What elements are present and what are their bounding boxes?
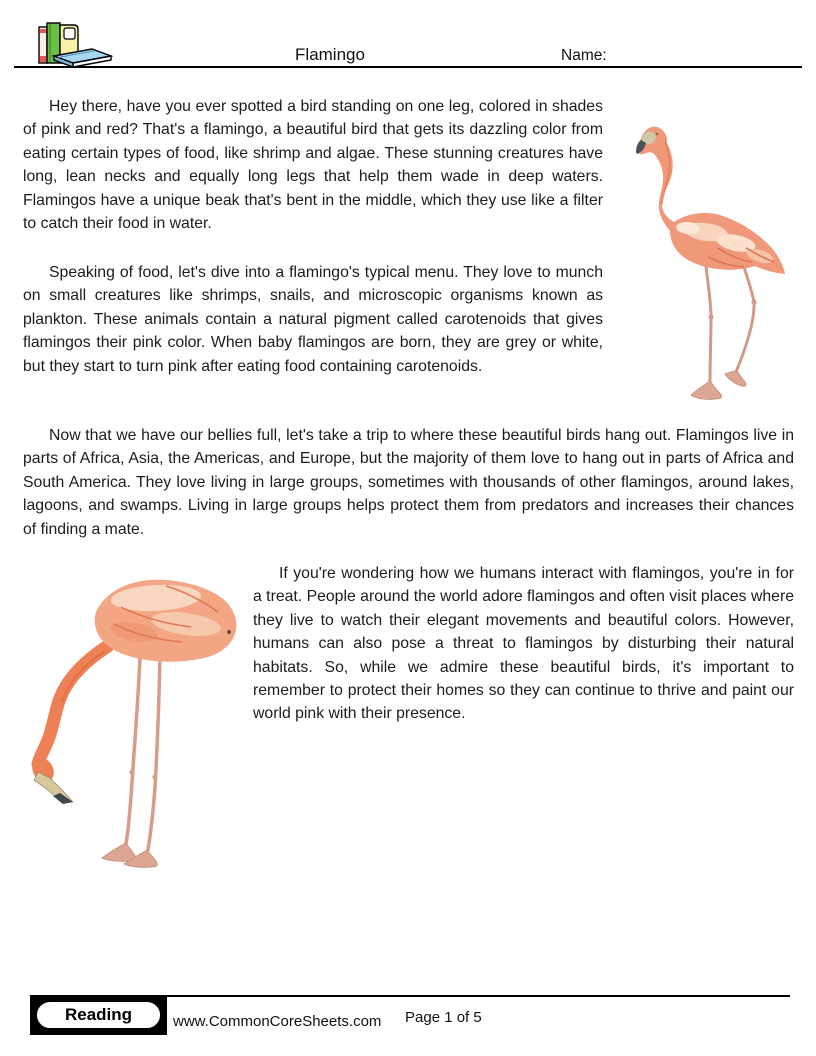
paragraph-4: If you're wondering how we humans interact with flamingos, you're in for a treat. People around the world adore flamingos and often visit places where they live to watch their elegant movements and beautiful colors. However, humans can also pose a threat to flamingos by disturbing their natural habitats. So, while we admire these beautiful birds, it's important to remember to protect their homes so they can continue to thrive and paint our world pink with their presence. [253,565,794,723]
flamingo-feeding-image [16,572,246,872]
paragraph-1: Hey there, have you ever spotted a bird standing on one leg, colored in shades of pink and red? That's a flamingo, a beautiful bird that gets its dazzling color from eating certain types of food, like shrimp and algae. These stunning creatures have long, lean necks and equally long legs that help them wade in deep waters. Flamingos have a unique beak that's bent in the middle, which they use like a filter to catch their food in water. [23,98,603,233]
flamingo-standing-image [628,110,803,400]
category-badge: Reading [35,1000,162,1030]
books-icon [14,10,124,68]
page-number: Page 1 of 5 [405,1009,482,1026]
paragraph-2: Speaking of food, let's dive into a flamingo's typical menu. They love to munch on small creatures like shrimps, snails, and microscopic organisms known as plankton. These animals contain a natural pigment called carotenoids that gives flamingos their pink color. When baby flamingos are born, they are grey or white, but they start to turn pink after eating food containing carotenoids. [23,264,603,375]
page-title: Flamingo [295,45,365,64]
name-label: Name: [561,47,607,64]
header-divider [14,66,802,68]
paragraph-3: Now that we have our bellies full, let's take a trip to where these beautiful birds hang out. Flamingos live in parts of Africa, Asia, the Americas, and Europe, but the majority of them love to hang out in parts of Africa and South America. They love living in large groups, sometimes with thousands of other flamingos, around lakes, lagoons, and swamps. Living in large groups helps protect them from predators and increases their chances of finding a mate. [23,427,794,538]
category-badge-box [30,995,167,1035]
website-url: www.CommonCoreSheets.com [173,1013,382,1030]
